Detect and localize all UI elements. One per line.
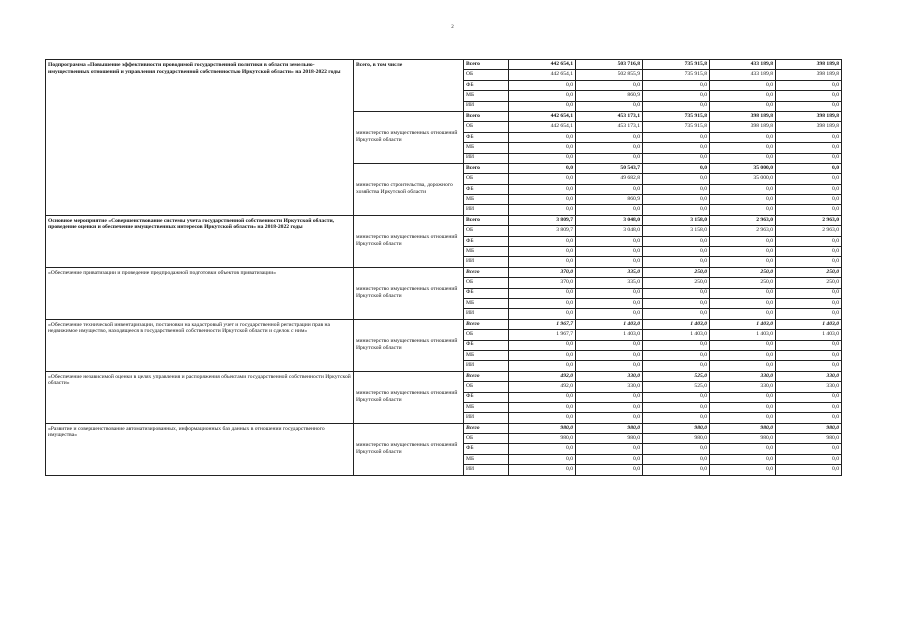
amount-cell: 0,0 [576, 350, 643, 360]
program-title: Основное мероприятие «Совершенствование системы учета государственной собственности Иркутской области, проведение оценки и обеспечение имущественных интересов Иркутской области» на 2018-2022 годы [46, 215, 354, 267]
amount-cell: 0,0 [643, 257, 710, 267]
amount-cell: 0,0 [576, 340, 643, 350]
amount-cell: 0,0 [643, 80, 710, 90]
amount-cell: 0,0 [643, 143, 710, 153]
amount-cell: 492,0 [509, 371, 576, 381]
amount-cell: 0,0 [576, 413, 643, 423]
amount-cell: 980,0 [576, 423, 643, 433]
funding-source: ФБ [464, 444, 509, 454]
funding-source: Всего [464, 423, 509, 433]
amount-cell: 0,0 [710, 454, 776, 464]
amount-cell: 0,0 [576, 184, 643, 194]
amount-cell: 0,0 [643, 205, 710, 215]
amount-cell: 49 682,8 [576, 174, 643, 184]
funding-source: ФБ [464, 392, 509, 402]
amount-cell: 250,0 [776, 267, 842, 277]
funding-source: ОБ [464, 382, 509, 392]
amount-cell: 0,0 [776, 163, 842, 173]
amount-cell: 0,0 [776, 454, 842, 464]
amount-cell: 3 048,0 [576, 215, 643, 225]
amount-cell: 1 403,0 [710, 330, 776, 340]
funding-source: ИИ [464, 153, 509, 163]
amount-cell: 0,0 [710, 413, 776, 423]
amount-cell: 735 915,8 [643, 60, 710, 70]
program-title: Подпрограмма «Повышение эффективности проводимой государственной политики в области земельно-имущественных отношений и управления государственной собственностью Иркутской области» на 2018-2022 годы [46, 60, 354, 216]
funding-source: ФБ [464, 184, 509, 194]
amount-cell: 0,0 [710, 247, 776, 257]
amount-cell: 2 963,0 [710, 215, 776, 225]
amount-cell: 453 173,1 [576, 122, 643, 132]
amount-cell: 398 189,8 [776, 122, 842, 132]
table-row [46, 267, 842, 277]
responsible-executor: министерство имущественных отношений Иркутской области [354, 319, 464, 371]
amount-cell: 0,0 [643, 91, 710, 101]
funding-source: ИИ [464, 101, 509, 111]
amount-cell: 0,0 [576, 402, 643, 412]
amount-cell: 0,0 [776, 350, 842, 360]
amount-cell: 0,0 [509, 454, 576, 464]
amount-cell: 0,0 [776, 361, 842, 371]
amount-cell: 0,0 [710, 288, 776, 298]
amount-cell: 0,0 [509, 80, 576, 90]
amount-cell: 0,0 [643, 288, 710, 298]
amount-cell: 980,0 [776, 423, 842, 433]
amount-cell: 0,0 [509, 413, 576, 423]
amount-cell: 0,0 [576, 153, 643, 163]
amount-cell: 0,0 [776, 80, 842, 90]
amount-cell: 0,0 [776, 174, 842, 184]
responsible-executor: Всего, в том числе [354, 60, 464, 112]
amount-cell: 0,0 [710, 132, 776, 142]
amount-cell: 0,0 [776, 465, 842, 475]
amount-cell: 0,0 [576, 205, 643, 215]
responsible-executor: министерство имущественных отношений Иркутской области [354, 267, 464, 319]
amount-cell: 0,0 [643, 174, 710, 184]
amount-cell: 0,0 [576, 454, 643, 464]
amount-cell: 3 158,0 [643, 215, 710, 225]
amount-cell: 0,0 [710, 444, 776, 454]
funding-source: ФБ [464, 288, 509, 298]
amount-cell: 1 967,7 [509, 330, 576, 340]
amount-cell: 0,0 [643, 247, 710, 257]
funding-source: ИИ [464, 413, 509, 423]
amount-cell: 0,0 [509, 101, 576, 111]
amount-cell: 503 716,8 [576, 60, 643, 70]
amount-cell: 0,0 [643, 163, 710, 173]
amount-cell: 0,0 [576, 392, 643, 402]
amount-cell: 860,9 [576, 195, 643, 205]
amount-cell: 0,0 [576, 465, 643, 475]
amount-cell: 0,0 [643, 195, 710, 205]
amount-cell: 398 189,8 [776, 60, 842, 70]
amount-cell: 0,0 [643, 153, 710, 163]
amount-cell: 0,0 [643, 350, 710, 360]
amount-cell: 0,0 [576, 80, 643, 90]
funding-source: ФБ [464, 340, 509, 350]
amount-cell: 0,0 [576, 288, 643, 298]
amount-cell: 0,0 [643, 132, 710, 142]
funding-source: ИИ [464, 257, 509, 267]
amount-cell: 525,0 [643, 371, 710, 381]
amount-cell: 1 403,0 [576, 319, 643, 329]
amount-cell: 0,0 [776, 91, 842, 101]
amount-cell: 0,0 [776, 298, 842, 308]
amount-cell: 0,0 [710, 309, 776, 319]
funding-source: МБ [464, 350, 509, 360]
amount-cell: 3 048,0 [576, 226, 643, 236]
amount-cell: 0,0 [576, 247, 643, 257]
amount-cell: 330,0 [710, 382, 776, 392]
amount-cell: 735 915,8 [643, 122, 710, 132]
funding-source: ОБ [464, 70, 509, 80]
amount-cell: 0,0 [509, 465, 576, 475]
amount-cell: 0,0 [643, 465, 710, 475]
amount-cell: 398 189,8 [776, 70, 842, 80]
amount-cell: 35 000,0 [710, 174, 776, 184]
amount-cell: 980,0 [776, 434, 842, 444]
table-row [46, 60, 842, 70]
page-number: 2 [451, 25, 454, 30]
table-row [46, 319, 842, 329]
amount-cell: 0,0 [643, 340, 710, 350]
amount-cell: 0,0 [776, 101, 842, 111]
amount-cell: 0,0 [710, 91, 776, 101]
amount-cell: 860,9 [576, 91, 643, 101]
amount-cell: 0,0 [576, 132, 643, 142]
funding-source: ОБ [464, 278, 509, 288]
funding-source: ОБ [464, 330, 509, 340]
amount-cell: 0,0 [776, 309, 842, 319]
funding-source: ИИ [464, 205, 509, 215]
amount-cell: 0,0 [776, 247, 842, 257]
amount-cell: 1 403,0 [776, 319, 842, 329]
amount-cell: 0,0 [710, 465, 776, 475]
amount-cell: 0,0 [576, 101, 643, 111]
amount-cell: 433 189,8 [710, 60, 776, 70]
amount-cell: 0,0 [509, 350, 576, 360]
amount-cell: 250,0 [643, 267, 710, 277]
amount-cell: 0,0 [776, 184, 842, 194]
funding-source: ОБ [464, 226, 509, 236]
amount-cell: 3 809,7 [509, 215, 576, 225]
amount-cell: 0,0 [576, 257, 643, 267]
amount-cell: 980,0 [710, 434, 776, 444]
amount-cell: 735 915,8 [643, 111, 710, 121]
amount-cell: 0,0 [509, 309, 576, 319]
amount-cell: 1 403,0 [643, 319, 710, 329]
amount-cell: 398 189,8 [710, 122, 776, 132]
funding-source: МБ [464, 91, 509, 101]
amount-cell: 0,0 [576, 444, 643, 454]
amount-cell: 1 403,0 [576, 330, 643, 340]
funding-source: МБ [464, 298, 509, 308]
amount-cell: 442 654,1 [509, 60, 576, 70]
funding-source: МБ [464, 402, 509, 412]
amount-cell: 0,0 [776, 257, 842, 267]
amount-cell: 0,0 [776, 444, 842, 454]
amount-cell: 0,0 [509, 184, 576, 194]
amount-cell: 0,0 [509, 91, 576, 101]
amount-cell: 2 963,0 [710, 226, 776, 236]
amount-cell: 980,0 [643, 434, 710, 444]
amount-cell: 2 963,0 [776, 215, 842, 225]
amount-cell: 0,0 [776, 402, 842, 412]
amount-cell: 250,0 [776, 278, 842, 288]
amount-cell: 442 654,1 [509, 122, 576, 132]
amount-cell: 442 654,1 [509, 70, 576, 80]
amount-cell: 1 403,0 [710, 319, 776, 329]
table-row [46, 371, 842, 381]
amount-cell: 0,0 [776, 205, 842, 215]
amount-cell: 0,0 [710, 153, 776, 163]
amount-cell: 0,0 [643, 413, 710, 423]
amount-cell: 3 158,0 [643, 226, 710, 236]
amount-cell: 398 189,8 [776, 111, 842, 121]
amount-cell: 0,0 [576, 236, 643, 246]
amount-cell: 0,0 [776, 392, 842, 402]
amount-cell: 0,0 [776, 132, 842, 142]
amount-cell: 330,0 [576, 371, 643, 381]
amount-cell: 0,0 [509, 288, 576, 298]
amount-cell: 0,0 [710, 195, 776, 205]
amount-cell: 0,0 [509, 236, 576, 246]
funding-source: Всего [464, 60, 509, 70]
amount-cell: 0,0 [576, 361, 643, 371]
amount-cell: 980,0 [509, 434, 576, 444]
funding-source: Всего [464, 111, 509, 121]
amount-cell: 330,0 [776, 371, 842, 381]
amount-cell: 35 000,0 [710, 163, 776, 173]
funding-source: МБ [464, 143, 509, 153]
amount-cell: 0,0 [710, 101, 776, 111]
funding-source: ФБ [464, 132, 509, 142]
funding-source: Всего [464, 267, 509, 277]
amount-cell: 0,0 [710, 350, 776, 360]
amount-cell: 0,0 [643, 361, 710, 371]
amount-cell: 525,0 [643, 382, 710, 392]
amount-cell: 0,0 [643, 402, 710, 412]
funding-source: ОБ [464, 174, 509, 184]
responsible-executor: министерство строительства, дорожного хозяйства Иркутской области [354, 163, 464, 215]
amount-cell: 2 963,0 [776, 226, 842, 236]
amount-cell: 370,0 [509, 267, 576, 277]
funding-source: ИИ [464, 465, 509, 475]
amount-cell: 0,0 [776, 340, 842, 350]
amount-cell: 735 915,8 [643, 70, 710, 80]
amount-cell: 0,0 [710, 236, 776, 246]
amount-cell: 492,0 [509, 382, 576, 392]
amount-cell: 0,0 [509, 361, 576, 371]
amount-cell: 335,0 [576, 278, 643, 288]
funding-source: Всего [464, 371, 509, 381]
amount-cell: 0,0 [643, 454, 710, 464]
amount-cell: 0,0 [509, 153, 576, 163]
amount-cell: 0,0 [776, 288, 842, 298]
amount-cell: 980,0 [643, 423, 710, 433]
amount-cell: 0,0 [710, 402, 776, 412]
amount-cell: 0,0 [643, 444, 710, 454]
amount-cell: 0,0 [576, 309, 643, 319]
amount-cell: 3 809,7 [509, 226, 576, 236]
amount-cell: 0,0 [710, 340, 776, 350]
funding-source: МБ [464, 195, 509, 205]
amount-cell: 0,0 [509, 247, 576, 257]
amount-cell: 0,0 [710, 392, 776, 402]
responsible-executor: министерство имущественных отношений Иркутской области [354, 111, 464, 163]
amount-cell: 0,0 [776, 143, 842, 153]
responsible-executor: министерство имущественных отношений Иркутской области [354, 423, 464, 475]
amount-cell: 0,0 [643, 101, 710, 111]
amount-cell: 0,0 [776, 195, 842, 205]
amount-cell: 250,0 [643, 278, 710, 288]
funding-source: ИИ [464, 361, 509, 371]
funding-source: ФБ [464, 80, 509, 90]
amount-cell: 1 967,7 [509, 319, 576, 329]
amount-cell: 0,0 [509, 392, 576, 402]
funding-source: Всего [464, 319, 509, 329]
amount-cell: 250,0 [710, 278, 776, 288]
amount-cell: 502 855,9 [576, 70, 643, 80]
amount-cell: 330,0 [710, 371, 776, 381]
amount-cell: 0,0 [710, 184, 776, 194]
amount-cell: 0,0 [509, 143, 576, 153]
funding-source: МБ [464, 454, 509, 464]
amount-cell: 50 543,7 [576, 163, 643, 173]
amount-cell: 0,0 [509, 257, 576, 267]
amount-cell: 0,0 [509, 163, 576, 173]
amount-cell: 250,0 [710, 267, 776, 277]
amount-cell: 0,0 [776, 236, 842, 246]
amount-cell: 0,0 [509, 205, 576, 215]
amount-cell: 0,0 [509, 195, 576, 205]
amount-cell: 0,0 [509, 444, 576, 454]
amount-cell: 0,0 [710, 80, 776, 90]
amount-cell: 980,0 [576, 434, 643, 444]
amount-cell: 0,0 [710, 205, 776, 215]
program-title: «Развитие и совершенствование автоматизированных, информационных баз данных в отношении государственного имущества» [46, 423, 354, 475]
amount-cell: 330,0 [776, 382, 842, 392]
amount-cell: 0,0 [776, 153, 842, 163]
amount-cell: 0,0 [509, 298, 576, 308]
amount-cell: 0,0 [643, 309, 710, 319]
amount-cell: 0,0 [643, 392, 710, 402]
funding-source: ОБ [464, 434, 509, 444]
amount-cell: 0,0 [776, 413, 842, 423]
amount-cell: 0,0 [509, 174, 576, 184]
program-title: «Обеспечение приватизации и проведение предпродажной подготовки объектов приватизации» [46, 267, 354, 319]
amount-cell: 0,0 [509, 340, 576, 350]
amount-cell: 0,0 [710, 257, 776, 267]
amount-cell: 0,0 [710, 143, 776, 153]
funding-source: Всего [464, 215, 509, 225]
table-row [46, 423, 842, 433]
amount-cell: 980,0 [509, 423, 576, 433]
amount-cell: 0,0 [576, 143, 643, 153]
funding-source: МБ [464, 247, 509, 257]
responsible-executor: министерство имущественных отношений Иркутской области [354, 371, 464, 423]
amount-cell: 0,0 [643, 236, 710, 246]
amount-cell: 330,0 [576, 382, 643, 392]
funding-source: ФБ [464, 236, 509, 246]
responsible-executor: министерство имущественных отношений Иркутской области [354, 215, 464, 267]
amount-cell: 398 189,8 [710, 111, 776, 121]
amount-cell: 980,0 [710, 423, 776, 433]
amount-cell: 453 173,1 [576, 111, 643, 121]
amount-cell: 442 654,1 [509, 111, 576, 121]
funding-source: ИИ [464, 309, 509, 319]
amount-cell: 433 189,8 [710, 70, 776, 80]
amount-cell: 0,0 [509, 132, 576, 142]
amount-cell: 1 403,0 [643, 330, 710, 340]
amount-cell: 370,0 [509, 278, 576, 288]
amount-cell: 0,0 [710, 361, 776, 371]
budget-table [45, 59, 842, 476]
program-title: «Обеспечение независимой оценки в целях управления и распоряжения объектами государственной собственности Иркутской области» [46, 371, 354, 423]
amount-cell: 0,0 [643, 298, 710, 308]
funding-source: ОБ [464, 122, 509, 132]
program-title: «Обеспечение технической инвентаризации, постановки на кадастровый учет и государственной регистрации прав на недвижимое имущество, находящееся в государственной собственности Иркутской области и сделок с ним» [46, 319, 354, 371]
amount-cell: 335,0 [576, 267, 643, 277]
funding-source: Всего [464, 163, 509, 173]
amount-cell: 0,0 [710, 298, 776, 308]
amount-cell: 0,0 [576, 298, 643, 308]
amount-cell: 0,0 [509, 402, 576, 412]
amount-cell: 1 403,0 [776, 330, 842, 340]
table-row [46, 215, 842, 225]
amount-cell: 0,0 [643, 184, 710, 194]
